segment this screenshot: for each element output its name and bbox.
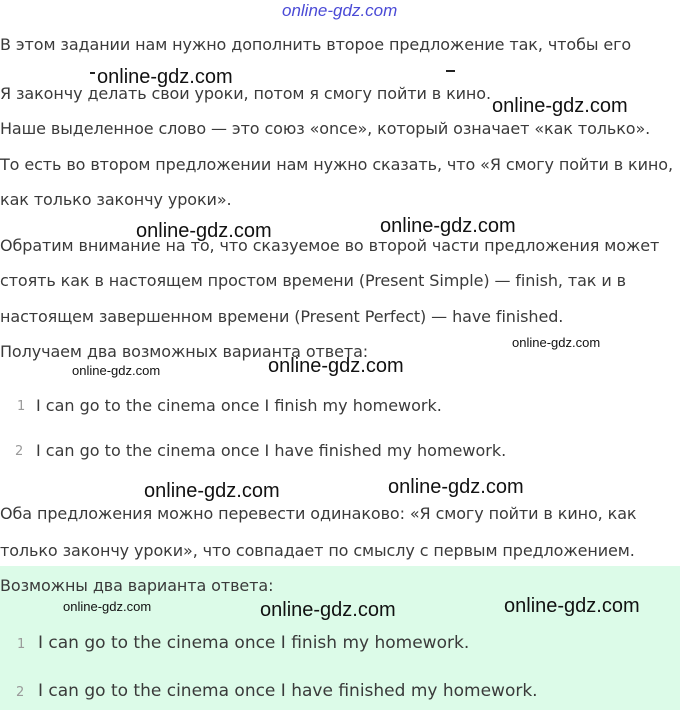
watermark: online-gdz.com [144, 480, 280, 502]
watermark: online-gdz.com [97, 66, 233, 88]
watermark: online-gdz.com [72, 363, 161, 378]
watermark: online-gdz.com [63, 599, 152, 614]
answer-item-number: 1 [17, 637, 26, 652]
answer-item: I can go to the cinema once I finish my homework. [38, 633, 470, 653]
watermark: online-gdz.com [388, 476, 524, 498]
text-line-4: То есть во втором предложении нам нужно сказать, что «Я смогу пойти в кино, [0, 155, 673, 174]
answer-box [0, 566, 680, 710]
list-item: I can go to the cinema once I finish my homework. [36, 396, 442, 415]
watermark: online-gdz.com [260, 599, 396, 621]
watermark: online-gdz.com [512, 335, 601, 350]
answer-item-number: 2 [16, 685, 25, 700]
text-line-7: стоять как в настоящем простом времени (Present Simple) — finish, так и в [0, 271, 626, 290]
scan-mark [90, 72, 95, 74]
watermark: online-gdz.com [504, 595, 640, 617]
watermark: online-gdz.com [268, 355, 404, 377]
conclusion-line-2: только закончу уроки», что совпадает по смыслу с первым предложением. [0, 541, 635, 560]
watermark: online-gdz.com [136, 220, 272, 242]
text-line-8: настоящем завершенном времени (Present Perfect) — have finished. [0, 307, 564, 326]
watermark: online-gdz.com [380, 215, 516, 237]
conclusion-line-1: Оба предложения можно перевести одинаково: «Я смогу пойти в кино, как [0, 504, 637, 523]
answer-item: I can go to the cinema once I have finished my homework. [38, 681, 538, 701]
scan-mark [446, 70, 455, 72]
list-item-number: 1 [17, 399, 26, 414]
watermark-top: online-gdz.com [282, 1, 398, 20]
text-line-3: Наше выделенное слово — это союз «once», который означает «как только». [0, 119, 651, 138]
text-line-1: В этом задании нам нужно дополнить второе предложение так, чтобы его [0, 35, 632, 54]
watermark: online-gdz.com [492, 95, 628, 117]
list-item-number: 2 [15, 444, 24, 459]
list-item: I can go to the cinema once I have finished my homework. [36, 441, 507, 460]
text-line-2: Я закончу делать свои уроки, потом я смогу пойти в кино. [0, 84, 491, 103]
text-line-9: Получаем два возможных варианта ответа: [0, 342, 369, 361]
text-line-6: Обратим внимание на то, что сказуемое во второй части предложения может [0, 236, 660, 255]
text-line-5: как только закончу уроки». [0, 190, 232, 209]
answer-title: Возможны два варианта ответа: [0, 576, 274, 595]
